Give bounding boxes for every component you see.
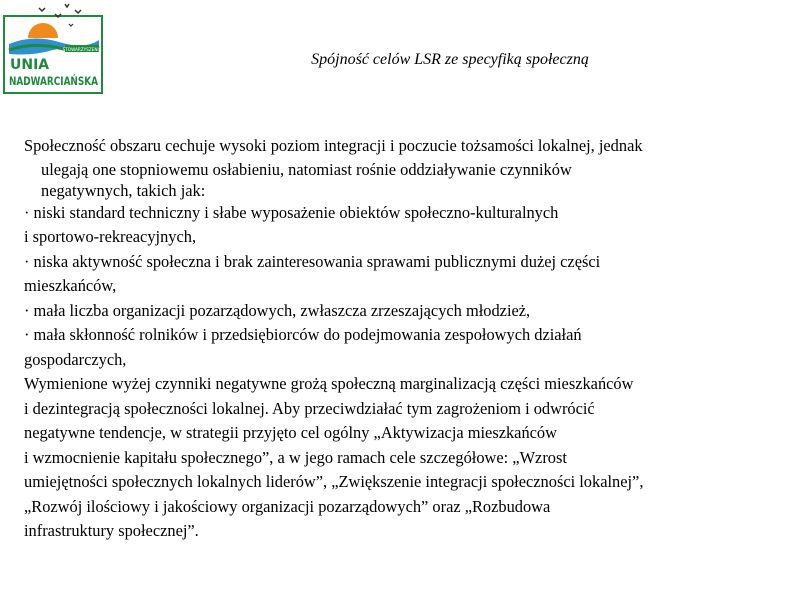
text-line: mieszkańców, <box>24 276 117 295</box>
bird-icon <box>65 4 69 7</box>
text-line: ulegają one stopniowemu osłabieniu, natomiast rośnie oddziaływanie czynników <box>41 159 572 179</box>
bullet-line: · niski standard techniczny i słabe wyposażenie obiektów społeczno-kulturalnych <box>24 202 559 222</box>
text-line: i dezintegracją społeczności lokalnej. Aby przeciwdziałać tym zagrożeniom i odwrócić <box>24 398 595 418</box>
logo-graphic <box>3 2 103 94</box>
bullet-line: · mała liczba organizacji pozarządowych, zwłaszcza zrzeszających młodzież, <box>24 300 531 320</box>
body-text <box>24 134 784 544</box>
text-line: i wzmocnienie kapitału społecznego”, a w jego ramach cele szczegółowe: „Wzrost <box>24 447 567 467</box>
text-line: Wymienione wyżej czynniki negatywne grożą społeczną marginalizacją części mieszkańców <box>24 374 634 393</box>
bird-icon <box>75 10 81 13</box>
text-line: i sportowo-rekreacyjnych, <box>24 227 197 246</box>
logo-tag: STOWARZYSZENIE <box>62 47 102 52</box>
bullet-line: · niska aktywność społeczna i brak zainteresowania sprawami publicznymi dużej części <box>24 251 601 271</box>
text-line: umiejętności społecznych lokalnych liderów”, „Zwiększenie integracji społeczności lokalnej”, <box>24 472 644 491</box>
bullet-line: · mała skłonność rolników i przedsiębiorców do podejmowania zespołowych działań <box>24 325 582 344</box>
bird-icon <box>39 8 45 11</box>
text-line: „Rozwój ilościowy i jakościowy organizacji pozarządowych” oraz „Rozbudowa <box>24 496 551 516</box>
text-line: Społeczność obszaru cechuje wysoki poziom integracji i poczucie tożsamości lokalnej, jednak <box>24 136 643 155</box>
text-line: gospodarczych, <box>24 349 127 369</box>
text-line: infrastruktury społecznej”. <box>24 521 199 540</box>
logo-line1: UNIA <box>10 57 50 73</box>
unia-nadwarcianska-logo <box>3 2 103 94</box>
logo-line2: NADWARCIAŃSKA <box>9 75 99 88</box>
text-line: negatywne tendencje, w strategii przyjęto cel ogólny „Aktywizacja mieszkańców <box>24 423 557 442</box>
text-line: negatywnych, takich jak: <box>41 180 206 200</box>
page-title: Spójność celów LSR ze specyfiką społeczną <box>311 51 589 68</box>
